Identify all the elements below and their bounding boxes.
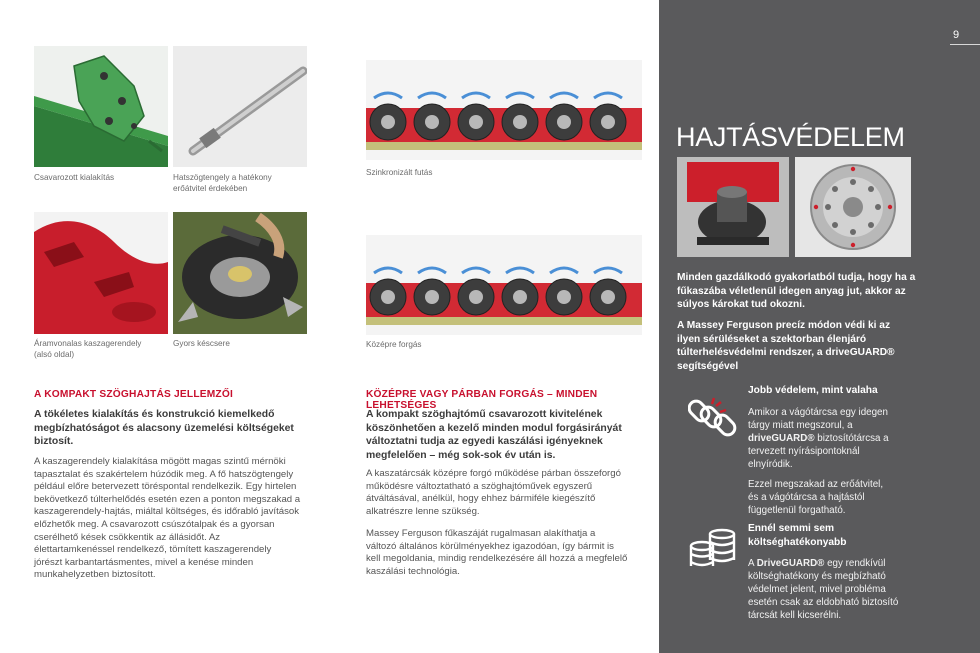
feature-1-text-a-pre: Amikor a vágótárcsa egy idegen tárgy miatt megszorul, a	[748, 407, 888, 431]
photo-driveguard-assembly	[677, 157, 789, 257]
heading-rotation: KÖZÉPRE VAGY PÁRBAN FORGÁS – MINDEN LEHETSÉGES	[366, 389, 598, 411]
feature-2-text-post: egy rendkívül költséghatékony és megbízható védelmet jelent, mivel probléma esetén csak az eldobható biztosító tárcsát kell kicserélni.	[748, 558, 899, 621]
caption-sync: Szinkronizált futás	[366, 168, 433, 177]
caption-bolted: Csavarozott kialakítás	[34, 173, 115, 182]
coin-stack-icon	[688, 526, 738, 572]
panel-intro-2	[677, 319, 897, 373]
feature-2-text	[748, 557, 900, 622]
feature-1-text-a-brand: driveGUARD®	[748, 433, 815, 444]
panel-intro-text: Minden gazdálkodó gyakorlatból tudja, hogy ha a fűkaszába véletlenül idegen anyag jut, akkor az súlyos károkat tud okozni.	[677, 272, 916, 310]
photo-quick-knife-change	[173, 212, 307, 334]
caption-knife-change: Gyors késcsere	[173, 339, 230, 348]
page-number-rule	[950, 44, 980, 45]
photo-bolted-design	[34, 46, 168, 167]
feature-2-title: Ennél semmi sem költséghatékonyabb	[748, 523, 847, 548]
feature-2-text-brand: DriveGUARD®	[756, 558, 825, 569]
page-number: 9	[953, 29, 960, 41]
panel-title: HAJTÁSVÉDELEM	[676, 122, 905, 152]
feature-1-text-a	[748, 406, 896, 471]
caption-cutterbar: Áramvonalas kaszagerendely (alsó oldal)	[34, 339, 142, 359]
feature-1-title: Jobb védelem, mint valaha	[748, 385, 878, 396]
panel-intro	[677, 271, 917, 312]
photo-cutterbar-underside	[34, 212, 168, 334]
body-rotation-1: A kaszatárcsák középre forgó működése párban összeforgó működésre változtatható a szöghajtóművek egyszerű átváltásával, anélkül, hogy ehhez bármiféle kiegészítő alkatrészre lenne szükség.	[366, 468, 621, 517]
chain-break-icon	[688, 392, 738, 442]
diagram-synchronized	[366, 60, 642, 160]
lead-compact-drive: A tökéletes kialakítás és konstrukció kiemelkedő megbízhatóságot és alacsony üzemelési költségeket biztosít.	[34, 409, 294, 447]
body-rotation-2: Massey Ferguson fűkaszáját rugalmasan alakíthatja a változó általános körülményekhez igazodóan, így bármit is kell megoldania, mindig rendelkezésére áll hozzá a megfelelő kaszálási technológia.	[366, 528, 628, 577]
photo-hex-shaft	[173, 46, 307, 167]
lead-rotation: A kompakt szöghajtómű csavarozott kivitelének köszönhetően a kezelő minden modul forgásirányát változtatni tudja az egyedi kaszálási igényeknek megfelelően – még sok-sok év után is.	[366, 409, 622, 461]
photo-shear-disc	[795, 157, 911, 257]
caption-hex-shaft: Hatszögtengely a hatékony erőátvitel érdekében	[173, 173, 272, 193]
diagram-center-rotation	[366, 235, 642, 335]
feature-2-text-pre: A	[748, 558, 757, 569]
feature-1-text-b: Ezzel megszakad az erőátvitel, és a vágótárcsa a hajtástól függetlenül forgatható.	[748, 479, 884, 516]
heading-compact-drive: A KOMPAKT SZÖGHAJTÁS JELLEMZŐI	[34, 389, 233, 400]
caption-center: Középre forgás	[366, 340, 422, 349]
panel-intro-2-text: A Massey Ferguson precíz módon védi ki az ilyen sérüléseket a szektorban élenjáró túlterhelésvédelmi rendszer, a driveGUARD® segítségével	[677, 320, 895, 372]
body-compact-drive: A kaszagerendely kialakítása mögött magas szintű mérnöki tapasztalat és szakértelem húzódik meg. A fő hatszögtengely például előre betervezett töréspontal rendelkezik. Egy hirtelen bekövetkező túlterhelődés esetén ezen a ponton megszakad a kaszagerendely-hajtás, miáltal költséges, és időrabló javítások előzhetők meg. A csavarozott csúszótalpak és a gyorsan cserélhető kések csökkentik az állásidőt. Az élettartamkenéssel rendelkező, tömített kaszagerendely jórészt karbantartásmentes, mivel a kenése minden munkahelyzetben biztosított.	[34, 456, 301, 581]
feature-1-text-a-post: biztosítótárcsa a tervezett nyírásipontoknál elnyíródik.	[748, 433, 889, 470]
